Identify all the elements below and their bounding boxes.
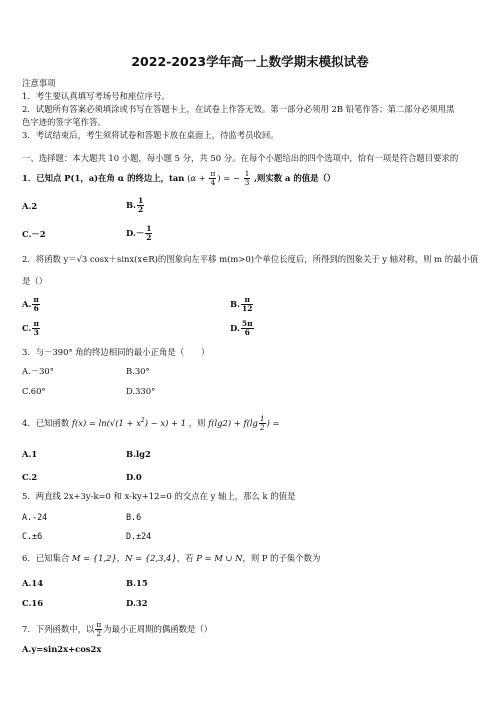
q3-option-c: C.60° [22, 386, 46, 396]
q1-option-b-label: B. [126, 200, 136, 210]
q7-option-a: A.y=sin2x+cos2x [22, 644, 102, 654]
q2-option-d [230, 320, 255, 337]
q2-option-a [22, 296, 41, 313]
q2-option-c [22, 320, 41, 337]
q4-option-b: B.lg2 [126, 449, 151, 459]
q2-option-c-label: C. [22, 323, 32, 333]
q2-option-a-den: 6 [33, 304, 39, 313]
q2-option-a-frac [32, 296, 40, 313]
q3-option-b: B.30° [126, 366, 150, 376]
q6-stem-b: ，若 [176, 553, 194, 563]
question-2-stem-line2: 是（） [22, 276, 48, 286]
q6-set-n: N = {2,3,4} [125, 553, 177, 563]
q4-fx: f(x) = ln(√(1 + x [71, 418, 141, 428]
q1-option-b-frac [137, 197, 144, 214]
q1-stem-b: ,则实数 a 的值是（） [254, 173, 336, 183]
q3-option-d: D.330° [126, 386, 156, 396]
q4-expression [208, 414, 280, 432]
q4-two: 2 [259, 423, 265, 432]
q1-alpha: α [190, 173, 196, 183]
question-3-stem: 3．与－390° 角的终边相同的最小正角是（ ） [22, 347, 210, 357]
q1-option-b-den: 2 [138, 205, 144, 214]
q1-option-d-frac [145, 225, 152, 242]
question-5-stem: 5．两直线 2x+3y-k=0 和 x-ky+12=0 的交点在 y 轴上，那么 k 的值是 [22, 491, 296, 501]
q1-three: 3 [244, 178, 250, 187]
q2-option-b [230, 296, 254, 313]
q1-paren-close: ) [217, 173, 221, 183]
q2-option-d-num: 5π [241, 319, 253, 328]
q4-half [259, 415, 266, 432]
q4-one: 1 [259, 414, 265, 423]
q2-option-b-label: B. [230, 299, 240, 309]
q4-square: 2 [140, 417, 145, 425]
question-6-stem: 6．已知集合 M = {1,2}，N = {2,3,4}，若 P = M ∪ N，则 P 的子集个数为 [22, 553, 321, 563]
q4-stem-b: ，则 [188, 418, 206, 428]
notice-item-1: 1．考生要认真填写考场号和座位序号。 [22, 91, 170, 101]
q4-fx-end: ) − x) + 1 [144, 418, 187, 428]
q5-option-b: B.6 [126, 512, 142, 522]
question-4-stem [22, 415, 280, 432]
q4-option-a: A.1 [22, 449, 38, 459]
q4-expr-end: ) = [266, 418, 280, 428]
q6-set-p: P = M ∪ N [196, 553, 243, 563]
q4-option-c: C.2 [22, 472, 38, 482]
q2-option-b-num: π [241, 296, 253, 305]
notice-item-2-cont: 色字迹的签字笔作答。 [22, 117, 106, 127]
section-heading: 一、选择题：本大题共 10 小题，每小题 5 分，共 50 分。在每个小题给出的四个选项中，恰有一项是符合题目要求的 [22, 153, 459, 163]
q1-stem-a: 1．已知点 P(1，a)在角 α 的终边上，tan [22, 173, 185, 183]
q6-option-c: C.16 [22, 598, 44, 608]
q2-option-c-frac [32, 320, 40, 337]
q1-pi: π [210, 169, 216, 178]
q1-option-d-label: D.－ [126, 228, 145, 238]
q3-option-a: A.－30° [22, 366, 54, 376]
q1-option-d [126, 225, 153, 242]
q7-stem-b: 为最小正周期的偶函数是（） [103, 624, 213, 634]
q1-option-b-num: 1 [138, 196, 144, 205]
question-1-stem [22, 170, 335, 187]
q1-option-d-num: 1 [146, 224, 152, 233]
q5-option-c: C.±6 [22, 531, 43, 541]
question-7-stem [22, 621, 212, 638]
q7-stem-a: 7．下列函数中，以 [22, 624, 95, 634]
q1-four: 4 [210, 178, 216, 187]
q2-option-a-label: A. [22, 299, 32, 309]
q1-eq: = − [223, 173, 240, 183]
q2-option-b-den: 12 [242, 304, 253, 313]
q6-option-d: D.32 [126, 598, 148, 608]
q1-one: 1 [244, 169, 250, 178]
q4-stem-a: 4．已知函数 [22, 418, 70, 428]
q2-option-d-label: D. [230, 323, 240, 333]
q6-stem-a: 6．已知集合 [22, 553, 70, 563]
q7-two: 2 [96, 629, 102, 638]
q2-option-c-den: 3 [33, 328, 39, 337]
q2-option-a-num: π [33, 295, 39, 304]
q7-pi: π [96, 620, 102, 629]
q5-option-a: A.-24 [22, 512, 48, 522]
q1-option-a: A.2 [22, 201, 38, 211]
q1-option-b [126, 197, 145, 214]
q1-paren-open: ( [187, 173, 191, 183]
notice-item-2: 2．试题所有答案必须填涂或书写在答题卡上，在试卷上作答无效。第一部分必须用 2B 铅笔作答；第二部分必须用黑 [22, 104, 455, 114]
q1-one-third [244, 170, 251, 187]
q1-pi-over-4 [209, 170, 216, 187]
question-2-stem-line1: 2．将函数 y＝√3 cosx＋sinx(x∈R)的图象向左平移 m(m>0)个单位长度后，所得到的图象关于 y 轴对称，则 m 的最小值 [22, 254, 479, 264]
q6-option-a: A.14 [22, 578, 44, 588]
q2-option-d-den: 6 [244, 328, 250, 337]
q4-expr: f(lg2) + f(lg [208, 418, 258, 428]
q1-option-d-den: 2 [146, 233, 152, 242]
q4-option-d: D.0 [126, 472, 142, 482]
q5-option-d: D.±24 [126, 531, 152, 541]
q6-set-m: M = {1,2} [71, 553, 117, 563]
q1-plus: + [198, 173, 206, 183]
q2-option-d-frac [241, 320, 254, 337]
q1-option-c: C.－2 [22, 229, 46, 239]
q2-option-b-frac [241, 296, 253, 313]
notice-heading: 注意事项 [22, 78, 56, 88]
notice-item-3: 3．考试结束后，考生须将试卷和答题卡放在桌面上，待监考员收回。 [22, 130, 279, 140]
q6-option-b: B.15 [126, 578, 148, 588]
q2-option-c-num: π [33, 319, 39, 328]
exam-title: 2022-2023学年高一上数学期末模拟试卷 [131, 54, 369, 69]
q4-function [72, 418, 186, 428]
q7-pi-over-2 [95, 621, 102, 638]
q6-stem-c: ，则 P 的子集个数为 [242, 553, 321, 563]
